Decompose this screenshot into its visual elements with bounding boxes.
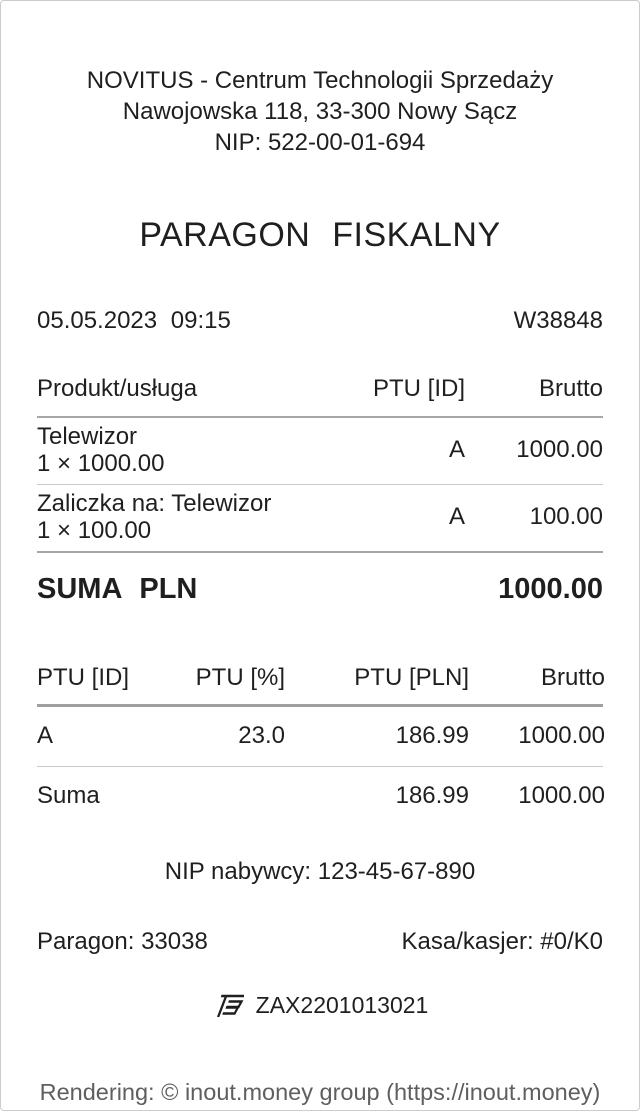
pl-fiscal-logo-icon <box>212 993 244 1019</box>
items-table <box>37 375 603 553</box>
receipt-meta <box>37 307 603 335</box>
col-gross-header: Brutto <box>538 375 603 402</box>
col-ptu-header: PTU [ID] <box>372 375 465 402</box>
receipt-title: PARAGON FISKALNY <box>139 216 501 254</box>
col-product-header: Produkt/usługa <box>37 375 198 402</box>
item-product <box>37 490 345 544</box>
tax-col-id-header: PTU [ID] <box>37 664 130 691</box>
fiscal-row <box>37 992 603 1019</box>
item-gross: 1000.00 <box>516 436 603 463</box>
seller-nip: NIP: 522-00-01-694 <box>214 129 426 156</box>
tax-pln: 186.99 <box>395 722 469 749</box>
tax-col-rate-header: PTU [%] <box>195 664 285 691</box>
seller-name: NOVITUS - Centrum Technologii Sprzedaży <box>86 67 554 94</box>
item-row <box>37 485 603 551</box>
tax-table <box>37 664 603 826</box>
receipt-datetime: 05.05.2023 09:15 <box>37 307 231 334</box>
seller-header <box>37 65 603 158</box>
tax-pln: 186.99 <box>395 782 469 809</box>
tax-id: A <box>37 722 54 749</box>
tax-col-gross-header: Brutto <box>540 664 605 691</box>
item-name: Zaliczka na: Telewizor <box>37 490 272 517</box>
item-qty-price: 1 × 100.00 <box>37 517 152 544</box>
receipt-number: W38848 <box>513 307 603 334</box>
total-label: SUMA PLN <box>37 573 198 605</box>
buyer-nip: NIP nabywcy: 123-45-67-890 <box>164 858 476 885</box>
item-ptu: A <box>448 436 465 463</box>
total-amount: 1000.00 <box>498 573 603 605</box>
tax-gross: 1000.00 <box>518 722 605 749</box>
item-name: Telewizor <box>37 423 138 450</box>
item-product <box>37 423 345 477</box>
items-table-header <box>37 375 603 416</box>
fiscal-code: ZAX2201013021 <box>255 992 429 1018</box>
kasa-kasjer: Kasa/kasjer: #0/K0 <box>401 928 603 955</box>
tax-row <box>37 707 603 766</box>
divider <box>37 551 603 553</box>
item-row <box>37 418 603 484</box>
tax-table-header <box>37 664 603 704</box>
item-gross: 100.00 <box>529 503 603 530</box>
tax-rate: 23.0 <box>238 722 285 749</box>
seller-address: Nawojowska 118, 33-300 Nowy Sącz <box>122 98 518 125</box>
tax-row-suma <box>37 767 603 826</box>
total-row <box>37 573 603 606</box>
item-ptu: A <box>448 503 465 530</box>
tax-gross: 1000.00 <box>518 782 605 809</box>
receipt-info-row <box>37 928 603 956</box>
paragon-number: Paragon: 33038 <box>37 928 208 955</box>
tax-col-pln-header: PTU [PLN] <box>354 664 469 691</box>
rendering-footer: Rendering: © inout.money group (https://inout.money) <box>39 1079 601 1105</box>
tax-rate <box>137 782 285 810</box>
item-qty-price: 1 × 1000.00 <box>37 450 165 477</box>
tax-id: Suma <box>37 782 100 809</box>
